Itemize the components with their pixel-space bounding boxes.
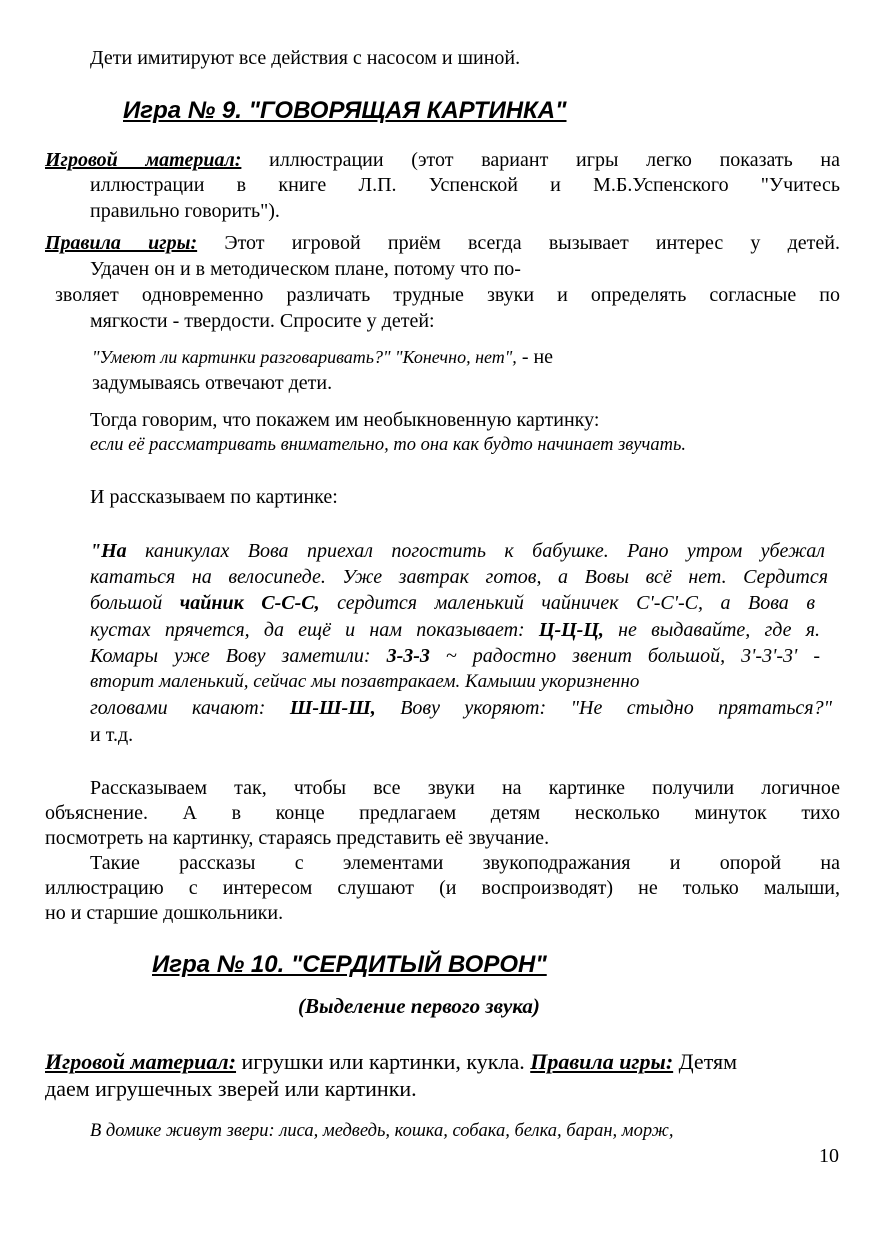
paragraph-line: иллюстрацию с интересом слушают (и воспроизводят) не только малыши, bbox=[45, 877, 840, 899]
intro-line: Дети имитируют все действия с насосом и шиной. bbox=[90, 47, 521, 69]
material-text: иллюстрации (этот вариант игры легко показать на bbox=[269, 149, 841, 171]
story-text: Вову укоряют: "Не стыдно прятаться?" bbox=[375, 697, 832, 719]
story-text: Комары уже Вову заметили: bbox=[90, 645, 387, 667]
game9-rules-line: зволяет одновременно различать трудные звуки и определять согласные по bbox=[55, 284, 840, 306]
story-line bbox=[90, 539, 825, 563]
material-label: Игровой материал: bbox=[45, 149, 242, 171]
game9-rules-line bbox=[45, 231, 840, 255]
paragraph-line: Рассказываем так, чтобы все звуки на картинке получили логичное bbox=[90, 777, 840, 799]
story-text: ~ радостно звенит большой, 3'-3'-3' - bbox=[429, 645, 820, 667]
paragraph-line: объяснение. А в конце предлагаем детям несколько минуток тихо bbox=[45, 802, 840, 824]
game10-line-italic: В домике живут звери: лиса, медведь, кошка, собака, белка, баран, морж, bbox=[90, 1121, 674, 1141]
game10-material-line bbox=[45, 1049, 737, 1075]
story-text: головами качают: bbox=[90, 697, 290, 719]
story-text: каникулах Вова приехал погостить к бабушке. Рано утром убежал bbox=[126, 540, 825, 562]
rules-label: Правила игры: bbox=[530, 1049, 674, 1074]
quote-italic: "Умеют ли картинки разговаривать?" "Конечно, нет", bbox=[92, 347, 517, 367]
paragraph-line: посмотреть на картинку, стараясь представить её звучание. bbox=[45, 827, 550, 849]
story-text: не выдавайте, где я. bbox=[603, 619, 820, 641]
paragraph-line: Такие рассказы с элементами звукоподражания и опорой на bbox=[90, 852, 840, 874]
tell-line: И рассказываем по картинке: bbox=[90, 486, 338, 508]
story-bold: Ц-Ц-Ц, bbox=[538, 619, 604, 641]
game9-rules-line: Удачен он и в методическом плане, потому что по- bbox=[90, 258, 521, 280]
story-text: большой bbox=[90, 592, 180, 614]
story-bold: чайник С-С-С, bbox=[179, 592, 320, 614]
then-line-italic: если её рассматривать внимательно, то она как будто начинает звучать. bbox=[90, 435, 687, 455]
then-line: Тогда говорим, что покажем им необыкновенную картинку: bbox=[90, 409, 600, 431]
game10-subtitle: (Выделение первого звука) bbox=[298, 994, 540, 1018]
story-line bbox=[90, 696, 832, 720]
story-line bbox=[90, 618, 820, 642]
rules-text: Детям bbox=[673, 1049, 738, 1074]
game9-material-line: правильно говорить"). bbox=[90, 200, 280, 222]
game9-material-line bbox=[45, 148, 840, 172]
material-text: игрушки или картинки, кукла. bbox=[236, 1049, 531, 1074]
rules-label: Правила игры: bbox=[45, 232, 198, 254]
quote-rest: - не bbox=[516, 346, 554, 368]
story-text: сердится маленький чайничек С'-С'-С, а Вова в bbox=[319, 592, 816, 614]
game9-material-line: иллюстрации в книге Л.П. Успенской и М.Б.Успенского "Учитесь bbox=[90, 174, 840, 196]
story-bold: "На bbox=[90, 540, 127, 562]
story-bold: 3-3-3 bbox=[386, 645, 430, 667]
game9-title: Игра № 9. "ГОВОРЯЩАЯ КАРТИНКА" bbox=[123, 97, 567, 124]
game10-title: Игра № 10. "СЕРДИТЫЙ ВОРОН" bbox=[152, 951, 547, 978]
story-line: вторит маленький, сейчас мы позавтракаем. Камыши укоризненно bbox=[90, 671, 640, 692]
paragraph-line: но и старшие дошкольники. bbox=[45, 902, 284, 924]
quote-line bbox=[92, 345, 553, 369]
rules-text: Этот игровой приём всегда вызывает интерес у детей. bbox=[224, 232, 841, 254]
story-line: кататься на велосипеде. Уже завтрак готов, а Вовы всё нет. Сердится bbox=[90, 566, 828, 588]
quote-line: задумываясь отвечают дети. bbox=[92, 372, 333, 394]
story-line bbox=[90, 644, 820, 668]
game10-line: даем игрушечных зверей или картинки. bbox=[45, 1076, 417, 1101]
material-label: Игровой материал: bbox=[45, 1049, 237, 1074]
story-bold: Ш-Ш-Ш, bbox=[289, 697, 376, 719]
game9-rules-line: мягкости - твердости. Спросите у детей: bbox=[90, 310, 435, 332]
page-number: 10 bbox=[819, 1145, 839, 1167]
story-text: кустах прячется, да ещё и нам показывает: bbox=[90, 619, 539, 641]
story-line bbox=[90, 591, 815, 615]
story-line: и т.д. bbox=[90, 724, 134, 746]
